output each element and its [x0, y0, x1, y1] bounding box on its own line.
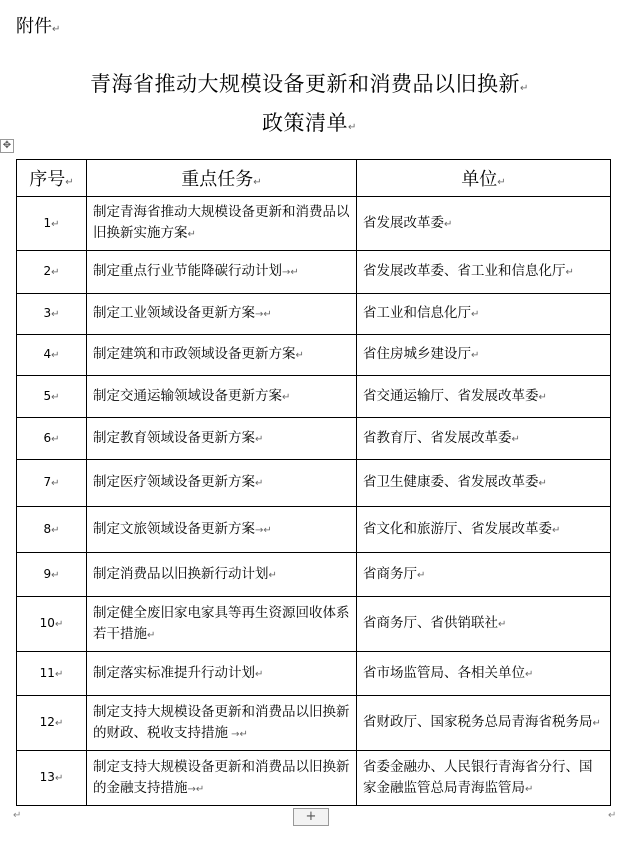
- policy-table: [16, 159, 611, 806]
- row-unit: 省财政厅、国家税务总局青海省税务局↵: [357, 696, 611, 751]
- row-number: 2↵: [17, 251, 87, 294]
- row-unit: 省委金融办、人民银行青海省分行、国家金融监管总局青海监管局↵: [357, 751, 611, 806]
- table-row: [17, 418, 611, 460]
- table-row: [17, 197, 611, 251]
- row-unit: 省工业和信息化厅↵: [357, 294, 611, 335]
- annex-label: 附件↵: [16, 16, 61, 37]
- row-number: 12↵: [17, 696, 87, 751]
- document-title-line-1: 青海省推动大规模设备更新和消费品以旧换新↵: [90, 72, 529, 96]
- paragraph-mark-icon: ↵: [608, 810, 617, 821]
- row-task: 制定教育领域设备更新方案↵: [87, 418, 357, 460]
- row-number: 7↵: [17, 460, 87, 507]
- row-number: 5↵: [17, 376, 87, 418]
- row-task: 制定支持大规模设备更新和消费品以旧换新的财政、税收支持措施 →↵: [87, 696, 357, 751]
- table-row: [17, 696, 611, 751]
- table-row: [17, 294, 611, 335]
- header-task: 重点任务↵: [87, 160, 357, 197]
- row-unit: 省文化和旅游厅、省发展改革委↵: [357, 507, 611, 553]
- row-task: 制定工业领域设备更新方案→↵: [87, 294, 357, 335]
- row-task: 制定建筑和市政领域设备更新方案↵: [87, 335, 357, 376]
- row-unit: 省商务厅↵: [357, 553, 611, 597]
- add-row-button[interactable]: +: [293, 808, 329, 826]
- row-number: 1↵: [17, 197, 87, 251]
- table-row: [17, 376, 611, 418]
- table-row: [17, 652, 611, 696]
- header-seq: 序号↵: [17, 160, 87, 197]
- row-task: 制定重点行业节能降碳行动计划→↵: [87, 251, 357, 294]
- row-task: 制定支持大规模设备更新和消费品以旧换新的金融支持措施→↵: [87, 751, 357, 806]
- row-number: 10↵: [17, 597, 87, 652]
- table-row: [17, 251, 611, 294]
- row-number: 4↵: [17, 335, 87, 376]
- table-row: [17, 597, 611, 652]
- row-unit: 省卫生健康委、省发展改革委↵: [357, 460, 611, 507]
- row-task: 制定文旅领域设备更新方案→↵: [87, 507, 357, 553]
- row-unit: 省教育厅、省发展改革委↵: [357, 418, 611, 460]
- row-number: 3↵: [17, 294, 87, 335]
- row-unit: 省发展改革委↵: [357, 197, 611, 251]
- row-number: 11↵: [17, 652, 87, 696]
- table-row: [17, 460, 611, 507]
- table-row: [17, 751, 611, 806]
- row-number: 8↵: [17, 507, 87, 553]
- row-number: 9↵: [17, 553, 87, 597]
- row-task: 制定青海省推动大规模设备更新和消费品以旧换新实施方案↵: [87, 197, 357, 251]
- row-unit: 省住房城乡建设厅↵: [357, 335, 611, 376]
- table-header-row: [17, 160, 611, 197]
- row-unit: 省发展改革委、省工业和信息化厅↵: [357, 251, 611, 294]
- table-row: [17, 507, 611, 553]
- table-row: [17, 553, 611, 597]
- row-unit: 省交通运输厅、省发展改革委↵: [357, 376, 611, 418]
- row-task: 制定健全废旧家电家具等再生资源回收体系若干措施↵: [87, 597, 357, 652]
- document-title-line-2: 政策清单↵: [262, 111, 357, 135]
- row-task: 制定消费品以旧换新行动计划↵: [87, 553, 357, 597]
- header-unit: 单位↵: [357, 160, 611, 197]
- row-task: 制定落实标准提升行动计划↵: [87, 652, 357, 696]
- table-move-handle-icon[interactable]: ✥: [0, 139, 14, 153]
- row-unit: 省市场监管局、各相关单位↵: [357, 652, 611, 696]
- row-task: 制定医疗领域设备更新方案↵: [87, 460, 357, 507]
- row-number: 6↵: [17, 418, 87, 460]
- row-task: 制定交通运输领域设备更新方案↵: [87, 376, 357, 418]
- paragraph-mark-icon: ↵: [13, 810, 22, 821]
- table-row: [17, 335, 611, 376]
- row-number: 13↵: [17, 751, 87, 806]
- row-unit: 省商务厅、省供销联社↵: [357, 597, 611, 652]
